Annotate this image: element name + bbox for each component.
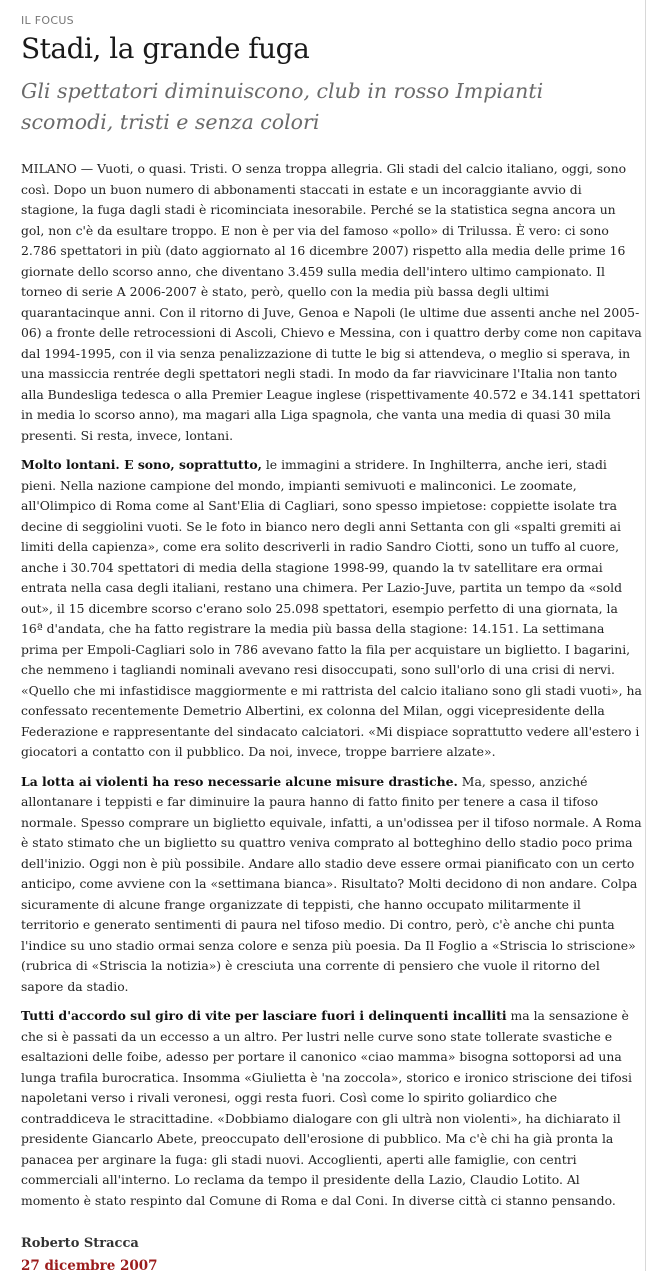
- article-title: Stadi, la grande fuga: [21, 32, 310, 65]
- article: [21, 14, 642, 1276]
- author-byline: Roberto Stracca: [21, 1236, 139, 1251]
- paragraph-text: MILANO — Vuoti, o quasi. Tristi. O senza troppa allegria. Gli stadi del calcio italiano, oggi, sono così. Dopo un buon numero di abbonamenti staccati in estate e un incoraggiante avvio di stagione, la fuga dagli stadi è ricominciata inesorabile. Perché se la statistica segna ancora un gol, non c'è da esultare troppo. E non è per via del famoso «pollo» di Trilussa. È vero: ci sono 2.786 spettatori in più (dato aggiornato al 16 dicembre 2007) rispetto alla media delle prime 16 giornate dello scorso anno, che diventano 3.459 sulla media dell'intero ultimo campionato. Il torneo di serie A 2006-2007 è stato, però, quello con la media più bassa degli ultimi quarantacinque anni. Con il ritorno di Juve, Genoa e Napoli (le ultime due assenti anche nel 2005-06) a fronte delle retrocessioni di Ascoli, Chievo e Messina, con i quattro derby come non capitava dal 1994-1995, con il via senza penalizzazione di tutte le big si attendeva, o meglio si sperava, in una massiccia rentrée degli spettatori negli stadi. In modo da far riavvicinare l'Italia non tanto alla Bundesliga tedesca o alla Premier League inglese (rispettivamente 40.572 e 34.141 spettatori in media lo scorso anno), ma magari alla Liga spagnola, che vanta una media di quasi 30 mila presenti. Si resta, invece, lontani.: [21, 161, 642, 443]
- paragraph-text: Ma, spesso, anziché allontanare i teppisti e far diminuire la paura hanno di fatto finito per tenere a casa il tifoso normale. Spesso comprare un biglietto equivale, infatti, a un'odissea per il tifoso normale. A Roma è stato stimato che un biglietto su quattro veniva comprato al botteghino dello stadio poco prima dell'inizio. Oggi non è più possibile. Andare allo stadio deve essere ormai pianificato con un certo anticipo, come avviene con la «settimana bianca». Risultato? Molti decidono di non andare. Colpa sicuramente di alcune frange organizzate di teppisti, che hanno occupato militarmente il territorio e generato sentimenti di paura nel tifoso medio. Di contro, però, c'è anche chi punta l'indice su uno stadio ormai senza colore e senza più poesia. Da Il Foglio a «Striscia lo striscione» (rubrica di «Striscia la notizia») è cresciuta una corrente di pensiero che vuole il ritorno del sapore da stadio.: [21, 773, 642, 994]
- publication-date: 27 dicembre 2007: [21, 1258, 158, 1274]
- article-paragraph-1: [21, 159, 642, 446]
- article-paragraph-2: [21, 455, 642, 763]
- paragraph-lead: Tutti d'accordo sul giro di vite per lasciare fuori i delinquenti incalliti: [21, 1008, 507, 1023]
- paragraph-text: le immagini a stridere. In Inghilterra, anche ieri, stadi pieni. Nella nazione campione del mondo, impianti semivuoti e malinconici. Le zoomate, all'Olimpico di Roma come al Sant'Elia di Cagliari, sono spesso impietose: coppiette isolate tra decine di seggiolini vuoti. Se le foto in bianco nero degli anni Settanta con gli «spalti gremiti ai limiti della capienza», come era solito descriverli in radio Sandro Ciotti, sono un tuffo al cuore, anche i 30.704 spettatori di media della stagione 1998-99, quando la tv satellitare era ormai entrata nella casa degli italiani, restano una chimera. Per Lazio-Juve, partita un tempo da «sold out», il 15 dicembre scorso c'erano solo 25.098 spettatori, esempio perfetto di una giornata, la 16ª d'andata, che ha fatto registrare la media più bassa della stagione: 14.151. La settimana prima per Empoli-Cagliari solo in 786 avevano fatto la fila per acquistare un biglietto. I bagarini, che nemmeno i tagliandi nominali avevano resi disoccupati, sono sull'orlo di una crisi di nervi. «Quello che mi infastidisce maggiormente e mi rattrista del calcio italiano sono gli stadi vuoti», ha confessato recentemente Demetrio Albertini, ex colonna del Milan, oggi vicepresidente della Federazione e rappresentante del sindacato calciatori. «Mi dispiace soprattutto vedere all'estero i giocatori a contatto con il pubblico. Da noi, invece, troppe barriere alzate».: [21, 457, 642, 759]
- paragraph-text: ma la sensazione è che si è passati da un eccesso a un altro. Per lustri nelle curve sono state tollerate svastiche e esaltazioni delle foibe, adesso per portare il canonico «ciao mamma» bisogna sottoporsi ad una lunga trafila burocratica. Insomma «Giulietta è 'na zoccola», storico e ironico striscione dei tifosi napoletani verso i rivali veronesi, oggi resta fuori. Così come lo spirito goliardico che contraddiceva le stracittadine. «Dobbiamo dialogare con gli ultrà non violenti», ha dichiarato il presidente Giancarlo Abete, preoccupato dell'erosione di pubblico. Ma c'è chi ha già pronta la panacea per arginare la fuga: gli stadi nuovi. Accoglienti, aperti alle famiglie, con centri commerciali all'interno. Lo reclama da tempo il presidente della Lazio, Claudio Lotito. Al momento è stato respinto dal Comune di Roma e dal Coni. In diverse città ci stanno pensando.: [21, 1008, 632, 1208]
- section-kicker: IL FOCUS: [21, 14, 74, 27]
- article-paragraph-4: [21, 1006, 642, 1211]
- article-subtitle: Gli spettatori diminuiscono, club in rosso Impianti scomodi, tristi e senza colori: [21, 79, 544, 134]
- paragraph-lead: La lotta ai violenti ha reso necessarie alcune misure drastiche.: [21, 773, 458, 789]
- paragraph-lead: Molto lontani. E sono, soprattutto,: [21, 457, 262, 472]
- article-paragraph-3: [21, 772, 642, 998]
